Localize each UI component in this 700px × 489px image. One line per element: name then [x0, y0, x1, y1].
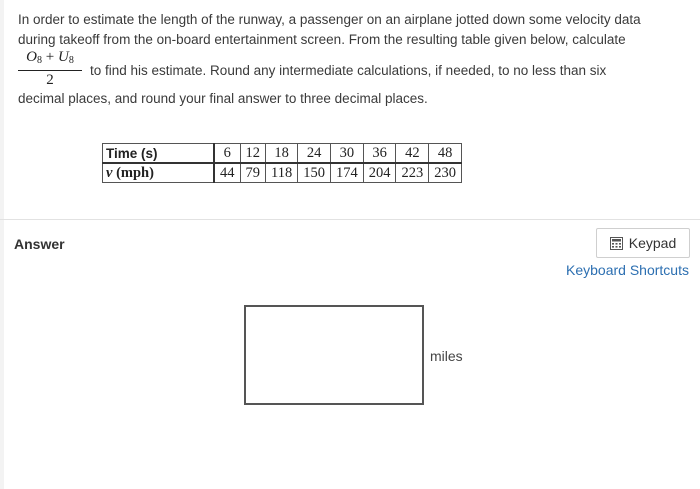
left-edge-strip [0, 0, 4, 489]
time-cell: 24 [298, 144, 331, 164]
numerator-u-sub: 8 [68, 55, 74, 66]
numerator-plus: + [42, 49, 58, 65]
question-continuation: decimal places, and round your final answer to three decimal places. [18, 91, 428, 106]
time-cell: 36 [363, 144, 396, 164]
question-text [18, 10, 678, 109]
fraction-numerator [18, 49, 82, 71]
velocity-cell: 230 [429, 163, 462, 183]
velocity-cell: 150 [298, 163, 331, 183]
section-divider [0, 219, 700, 220]
time-cell: 48 [429, 144, 462, 164]
answer-input[interactable] [244, 305, 424, 405]
time-cell: 6 [214, 144, 240, 164]
time-cell: 18 [266, 144, 298, 164]
velocity-row [103, 163, 462, 183]
numerator-o-sub: 8 [37, 55, 43, 66]
fraction-line [18, 49, 678, 89]
estimate-fraction [18, 49, 82, 89]
unit-label: miles [430, 348, 463, 364]
velocity-cell: 118 [266, 163, 298, 183]
numerator-u: U [57, 49, 69, 65]
velocity-cell: 79 [240, 163, 266, 183]
calculator-icon [610, 237, 623, 250]
time-row [103, 144, 462, 164]
velocity-unit: (mph) [112, 164, 154, 181]
fraction-denominator: 2 [46, 72, 54, 88]
velocity-cell: 44 [214, 163, 240, 183]
time-cell: 42 [396, 144, 429, 164]
keypad-button[interactable] [596, 228, 690, 258]
velocity-table [102, 143, 462, 183]
velocity-symbol: v [106, 164, 113, 181]
keyboard-shortcuts-link[interactable]: Keyboard Shortcuts [566, 262, 689, 278]
answer-label: Answer [14, 236, 65, 252]
time-cell: 12 [240, 144, 266, 164]
velocity-cell: 204 [363, 163, 396, 183]
velocity-cell: 223 [396, 163, 429, 183]
question-intro: In order to estimate the length of the runway, a passenger on an airplane jotted down some velocity data during takeoff from the on-board entertainment screen. From the resulting table given below, calculate [18, 12, 641, 47]
time-cell: 30 [330, 144, 363, 164]
velocity-cell: 174 [330, 163, 363, 183]
numerator-o: O [26, 49, 38, 65]
keypad-label: Keypad [628, 235, 677, 251]
question-after-fraction: to find his estimate. Round any intermediate calculations, if needed, to no less than six [90, 63, 607, 78]
velocity-header [103, 163, 215, 183]
time-header: Time (s) [103, 144, 215, 164]
